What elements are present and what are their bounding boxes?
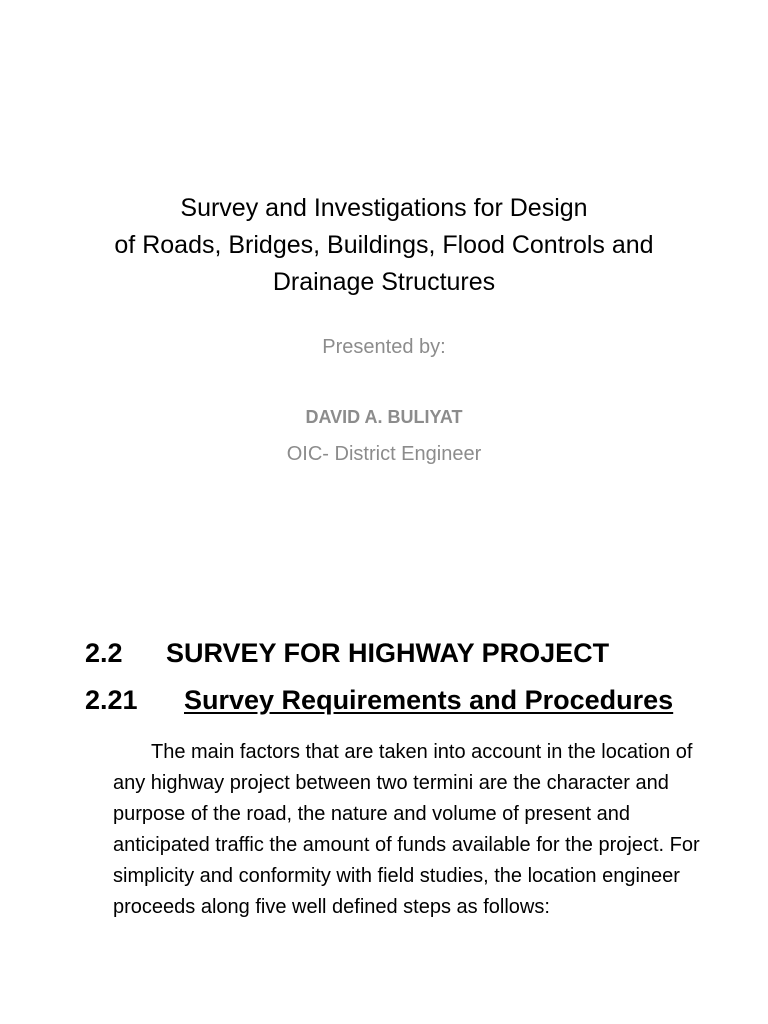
title-line: Drainage Structures xyxy=(272,268,496,296)
content-slide xyxy=(0,600,768,1024)
subsection-heading xyxy=(85,685,673,716)
presenter-role: OIC- District Engineer xyxy=(286,443,482,465)
subsection-title: Survey Requirements and Procedures xyxy=(184,685,674,715)
title-line: Survey and Investigations for Design xyxy=(180,194,588,222)
section-title: SURVEY FOR HIGHWAY PROJECT xyxy=(166,638,610,668)
section-number: 2.2 xyxy=(85,638,123,668)
presented-by-label: Presented by: xyxy=(322,336,446,358)
presentation-title xyxy=(20,190,748,301)
subsection-number: 2.21 xyxy=(85,685,138,715)
title-line: of Roads, Bridges, Buildings, Flood Controls and xyxy=(114,231,654,259)
presenter-name: DAVID A. BULIYAT xyxy=(305,407,463,427)
section-heading xyxy=(85,638,609,669)
body-paragraph: The main factors that are taken into account in the location of any highway project between two termini are the character and purpose of the road, the nature and volume of present and anticipated traffic the amount of funds available for the project. For simplicity and conformity with field studies, the location engineer proceeds along five well defined steps as follows: xyxy=(113,741,700,918)
